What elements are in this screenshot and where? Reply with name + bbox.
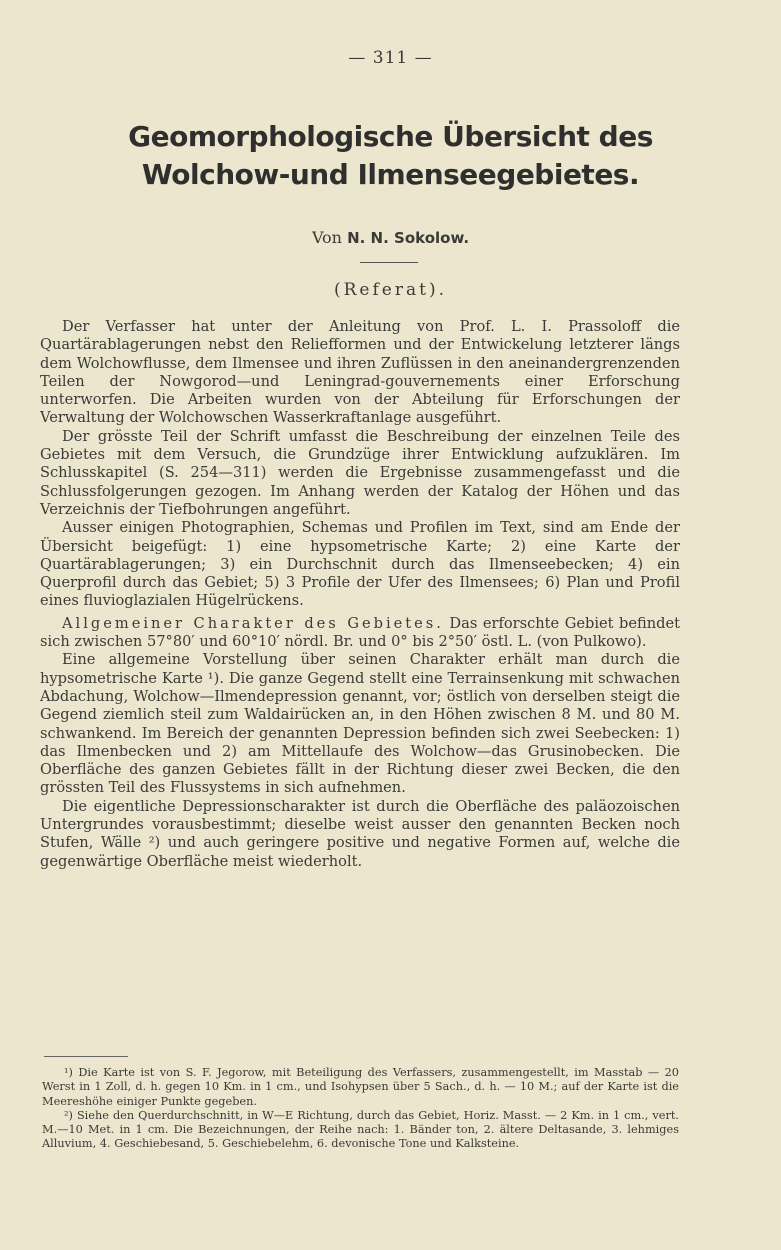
body-paragraph: Der grösste Teil der Schrift umfasst die Beschreibung der einzelnen Teile des Gebietes mit dem Versuch, die Grundzüge ihrer Entwicklung aufzuklären. Im Schlusskapitel (S. 254—311) werden die Ergebnisse zusammengefasst und die Schlussfolgerungen gezogen. Im Anhang werden der Katalog der Höhen und das Verzeichnis der Tiefbohrungen angeführt. bbox=[40, 427, 680, 518]
article-subtitle: (Referat). bbox=[334, 280, 447, 300]
author-name: N. N. Sokolow. bbox=[347, 229, 470, 247]
footnote: ²) Siehe den Querdurchschnitt, in W—E Richtung, durch das Gebiet, Horiz. Masst. — 2 Km. in 1 cm., vert. M.—10 Met. in 1 cm. Die Bezeichnungen, der Reihe nach: 1. Bänder ton, 2. ältere Deltasande, 3. lehmiges Alluvium, 4. Geschiebesand, 5. Geschiebelehm, 6. devonische Tone und Kalksteine. bbox=[42, 1108, 679, 1151]
article-title: Geomorphologische Übersicht des Wolchow-und Ilmenseegebietes. bbox=[128, 120, 653, 191]
article-body bbox=[40, 318, 680, 871]
section-paragraph bbox=[40, 615, 680, 652]
section-paragraph-text: Das erforschte Gebiet befindet sich zwischen 57°80′ und 60°10′ nördl. Br. und 0° bis 2°50′ östl. L. (von Pulkowo). bbox=[40, 614, 680, 651]
author-line bbox=[0, 228, 781, 247]
title-divider bbox=[360, 262, 418, 263]
footnote: ¹) Die Karte ist von S. F. Jegorow, mit Beteiligung des Verfassers, zusammengestellt, im Masstab — 20 Werst in 1 Zoll, d. h. gegen 10 Km. in 1 cm., und Isohypsen über 5 Sach., d. h. — 10 M.; auf der Karte ist die Meereshöhe einiger Punkte gegeben. bbox=[42, 1066, 679, 1108]
footnote-divider bbox=[44, 1056, 128, 1057]
body-paragraph: Der Verfasser hat unter der Anleitung von Prof. L. I. Prassoloff die Quartärablagerungen nebst den Reliefformen und der Entwickelung letzterer längs dem Wolchowflusse, dem Ilmensee und ihren Zuflüssen in den aneinandergrenzenden Teilen der Nowgorod—und Leningrad-gouvernements einer Erforschung unterworfen. Die Arbeiten wurden von der Abteilung für Erforschungen der Verwaltung der Wolchowschen Wasserkraftanlage ausgeführt. bbox=[40, 318, 680, 427]
section-heading: Allgemeiner Charakter des Gebietes. bbox=[62, 614, 444, 632]
page-number: — 311 — bbox=[348, 48, 433, 68]
body-paragraph: Ausser einigen Photographien, Schemas und Profilen im Text, sind am Ende der Übersicht beigefügt: 1) eine hypsometrische Karte; 2) eine Karte der Quartärablagerungen; 3) ein Durchschnit durch das Ilmenseebecken; 4) ein Querprofil durch das Gebiet; 5) 3 Profile der Ufer des Ilmensees; 6) Plan und Profil eines fluvioglazialen Hügelrückens. bbox=[40, 519, 680, 610]
body-paragraph: Eine allgemeine Vorstellung über seinen Charakter erhält man durch die hypsometrische Karte ¹). Die ganze Gegend stellt eine Terrainsenkung mit schwachen Abdachung, Wolchow—Ilmendepression genannt, vor; östlich von derselben steigt die Gegend ziemlich steil zum Waldairücken an, in den Höhen zwischen 8 M. und 80 M. schwankend. Im Bereich der genannten Depression befinden sich zwei Seebecken: 1) das Ilmenbecken und 2) am Mittellaufe des Wolchow—das Grusinobecken. Die Oberfläche des ganzen Gebietes fällt in der Richtung dieser zwei Becken, die den grössten Teil des Flussystems in sich aufnehmen. bbox=[40, 651, 680, 797]
body-paragraph: Die eigentliche Depressionscharakter ist durch die Oberfläche des paläozoischen Untergrundes vorausbestimmt; dieselbe weist ausser den genannten Becken noch Stufen, Wälle ²) und auch geringere positive und negative Formen auf, welche die gegenwärtige Oberfläche meist wiederholt. bbox=[40, 797, 680, 870]
footnotes bbox=[42, 1066, 679, 1152]
author-prefix: Von bbox=[311, 228, 342, 247]
